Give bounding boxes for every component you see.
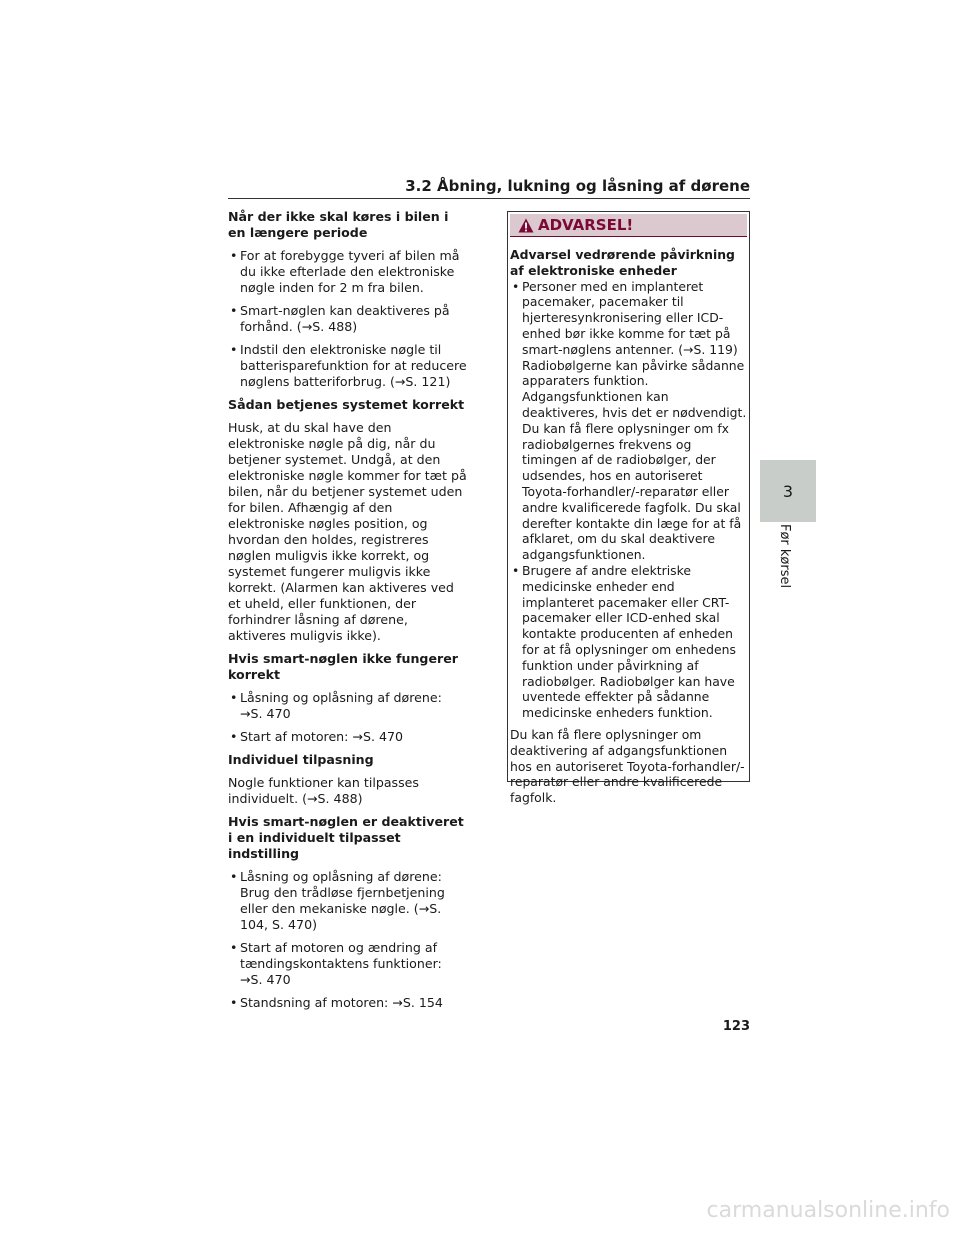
- warning-label: ADVARSEL!: [538, 216, 634, 234]
- list-item: • Start af motoren: →S. 470: [230, 729, 404, 744]
- bullet-icon: •: [230, 342, 238, 357]
- bullet-icon: •: [512, 278, 520, 294]
- list-item: • Personer med en implanteret pacemaker, pacemaker til hjerteresynkronisering eller ICD-enhed bør ikke komme for tæt på smart-nøglens antenner. (→S. 119) Radiobølgerne kan påvirke sådanne apparaters funktion. Adgangsfunktionen kan deaktiveres, hvis det er nødvendigt. Du kan få flere oplysninger om fx radiobølgernes frekvens og timingen af de radiobølger, der udsendes, hos en autoriseret Toyota-forhandler/-reparatør eller andre kvalificerede fagfolk. Du skal derefter kontakte din læge for at få afklaret, om du skal deaktivere adgangsfunktionen.: [512, 278, 747, 563]
- chapter-label: Før kørsel: [777, 524, 792, 589]
- warning-paragraph: Du kan få flere oplysninger om deaktivering af adgangsfunktionen hos en autoriseret Toyota-forhandler/-reparatør eller andre kvalificerede fagfolk.: [510, 726, 745, 806]
- paragraph-customization: Nogle funktioner kan tilpasses individuelt. (→S. 488): [228, 775, 419, 806]
- page-number: 123: [722, 1019, 750, 1034]
- watermark: carmanualsonline.info: [706, 1198, 950, 1223]
- list-item: • Brugere af andre elektriske medicinske enheder end implanteret pacemaker eller CRT-pacemaker eller ICD-enhed skal kontakte producenten af enheden for at få oplysninger om enhedens funktion under påvirkning af radiobølger. Radiobølger kan have uventede effekter på sådanne medicinske enheders funktion.: [512, 562, 736, 721]
- chapter-tab: 3: [760, 460, 816, 522]
- warning-icon: [518, 218, 534, 233]
- bullet-icon: •: [230, 995, 238, 1010]
- paragraph-operation: Husk, at du skal have den elektroniske nøgle på dig, når du betjener systemet. Undgå, at den elektroniske nøgle kommer for tæt på bilen, når du betjener systemet uden for bilen. Afhængig af den elektroniske nøgles position, og hvordan den holdes, registreres nøglen muligvis ikke korrekt, og systemet fungerer muligvis ikke korrekt. (Alarmen kan aktiveres ved et uheld, eller funktionen, der forhindrer låsning af dørene, aktiveres muligvis ikke).: [228, 420, 467, 643]
- left-column: [228, 209, 468, 1018]
- heading-operation: Sådan betjenes systemet korrekt: [228, 397, 465, 412]
- heading-parking: Når der ikke skal køres i bilen i en længere periode: [228, 209, 449, 240]
- bullet-icon: •: [230, 940, 238, 955]
- warning-box: [507, 211, 750, 806]
- bullet-icon: •: [512, 562, 520, 578]
- bullet-icon: •: [230, 690, 238, 705]
- bullet-icon: •: [230, 248, 238, 263]
- warning-header: [510, 214, 747, 237]
- heading-malfunction: Hvis smart-nøglen ikke fungerer korrekt: [228, 651, 458, 682]
- list-item: • For at forebygge tyveri af bilen må du ikke efterlade den elektroniske nøgle inden for 2 m fra bilen.: [230, 248, 460, 295]
- list-item: • Indstil den elektroniske nøgle til batterisparefunktion for at reducere nøglens batteriforbrug. (→S. 121): [230, 342, 467, 389]
- warning-body: [508, 239, 749, 806]
- list-item: • Smart-nøglen kan deaktiveres på forhånd. (→S. 488): [230, 303, 450, 334]
- warning-heading: Advarsel vedrørende påvirkning af elektroniske enheder: [510, 247, 735, 278]
- bullet-icon: •: [230, 869, 238, 884]
- list-item: • Standsning af motoren: →S. 154: [230, 995, 443, 1010]
- bullet-icon: •: [230, 303, 238, 318]
- list-item: • Start af motoren og ændring af tændingskontaktens funktioner: →S. 470: [230, 940, 442, 987]
- heading-deactivated: Hvis smart-nøglen er deaktiveret i en individuelt tilpasset indstilling: [228, 814, 464, 861]
- list-item: • Låsning og oplåsning af dørene: Brug den trådløse fjernbetjening eller den mekaniske nøgle. (→S. 104, S. 470): [230, 869, 445, 932]
- bullet-icon: •: [230, 729, 238, 744]
- list-item: • Låsning og oplåsning af dørene: →S. 470: [230, 690, 442, 721]
- section-header: 3.2 Åbning, lukning og låsning af dørene: [228, 176, 750, 199]
- heading-customization: Individuel tilpasning: [228, 752, 374, 767]
